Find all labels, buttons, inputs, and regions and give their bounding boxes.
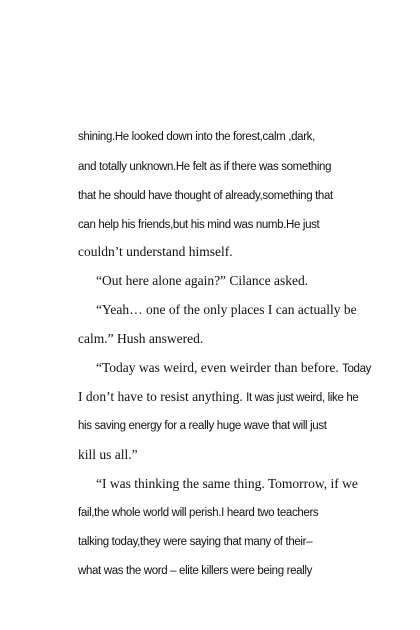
dialogue-line-5-serif: I don’t have to resist anything.: [78, 389, 247, 404]
text-line-5: couldn’t understand himself.: [78, 244, 233, 259]
dialogue-line-10: talking today,they were saying that many of their–: [78, 536, 313, 548]
dialogue-line-8: “I was thinking the same thing. Tomorrow, if we: [96, 476, 358, 491]
dialogue-line-4-serif: “Today was weird, even weirder than before.: [96, 360, 343, 375]
dialogue-line-1: “Out here alone again?” Cilance asked.: [96, 273, 309, 288]
dialogue-line-11: what was the word – elite killers were being really: [78, 565, 312, 577]
dialogue-line-4-mono: Today: [342, 363, 372, 375]
text-line-3: that he should have thought of already,something that: [78, 190, 333, 202]
dialogue-line-4: [96, 360, 371, 377]
dialogue-line-6: his saving energy for a really huge wave that will just: [78, 420, 327, 432]
dialogue-line-9: fail,the whole world will perish.I heard two teachers: [78, 507, 319, 519]
dialogue-line-5-mono: It was just weird, like he: [246, 392, 359, 404]
dialogue-line-7: kill us all.”: [78, 447, 138, 462]
text-line-2: and totally unknown.He felt as if there was something: [78, 161, 332, 173]
text-line-1: shining.He looked down into the forest,calm ,dark,: [78, 131, 315, 143]
dialogue-line-2: “Yeah… one of the only places I can actually be: [96, 302, 357, 317]
dialogue-line-5: [78, 389, 358, 406]
text-line-4: can help his friends,but his mind was numb.He just: [78, 219, 320, 231]
dialogue-line-3: calm.” Hush answered.: [78, 331, 204, 346]
